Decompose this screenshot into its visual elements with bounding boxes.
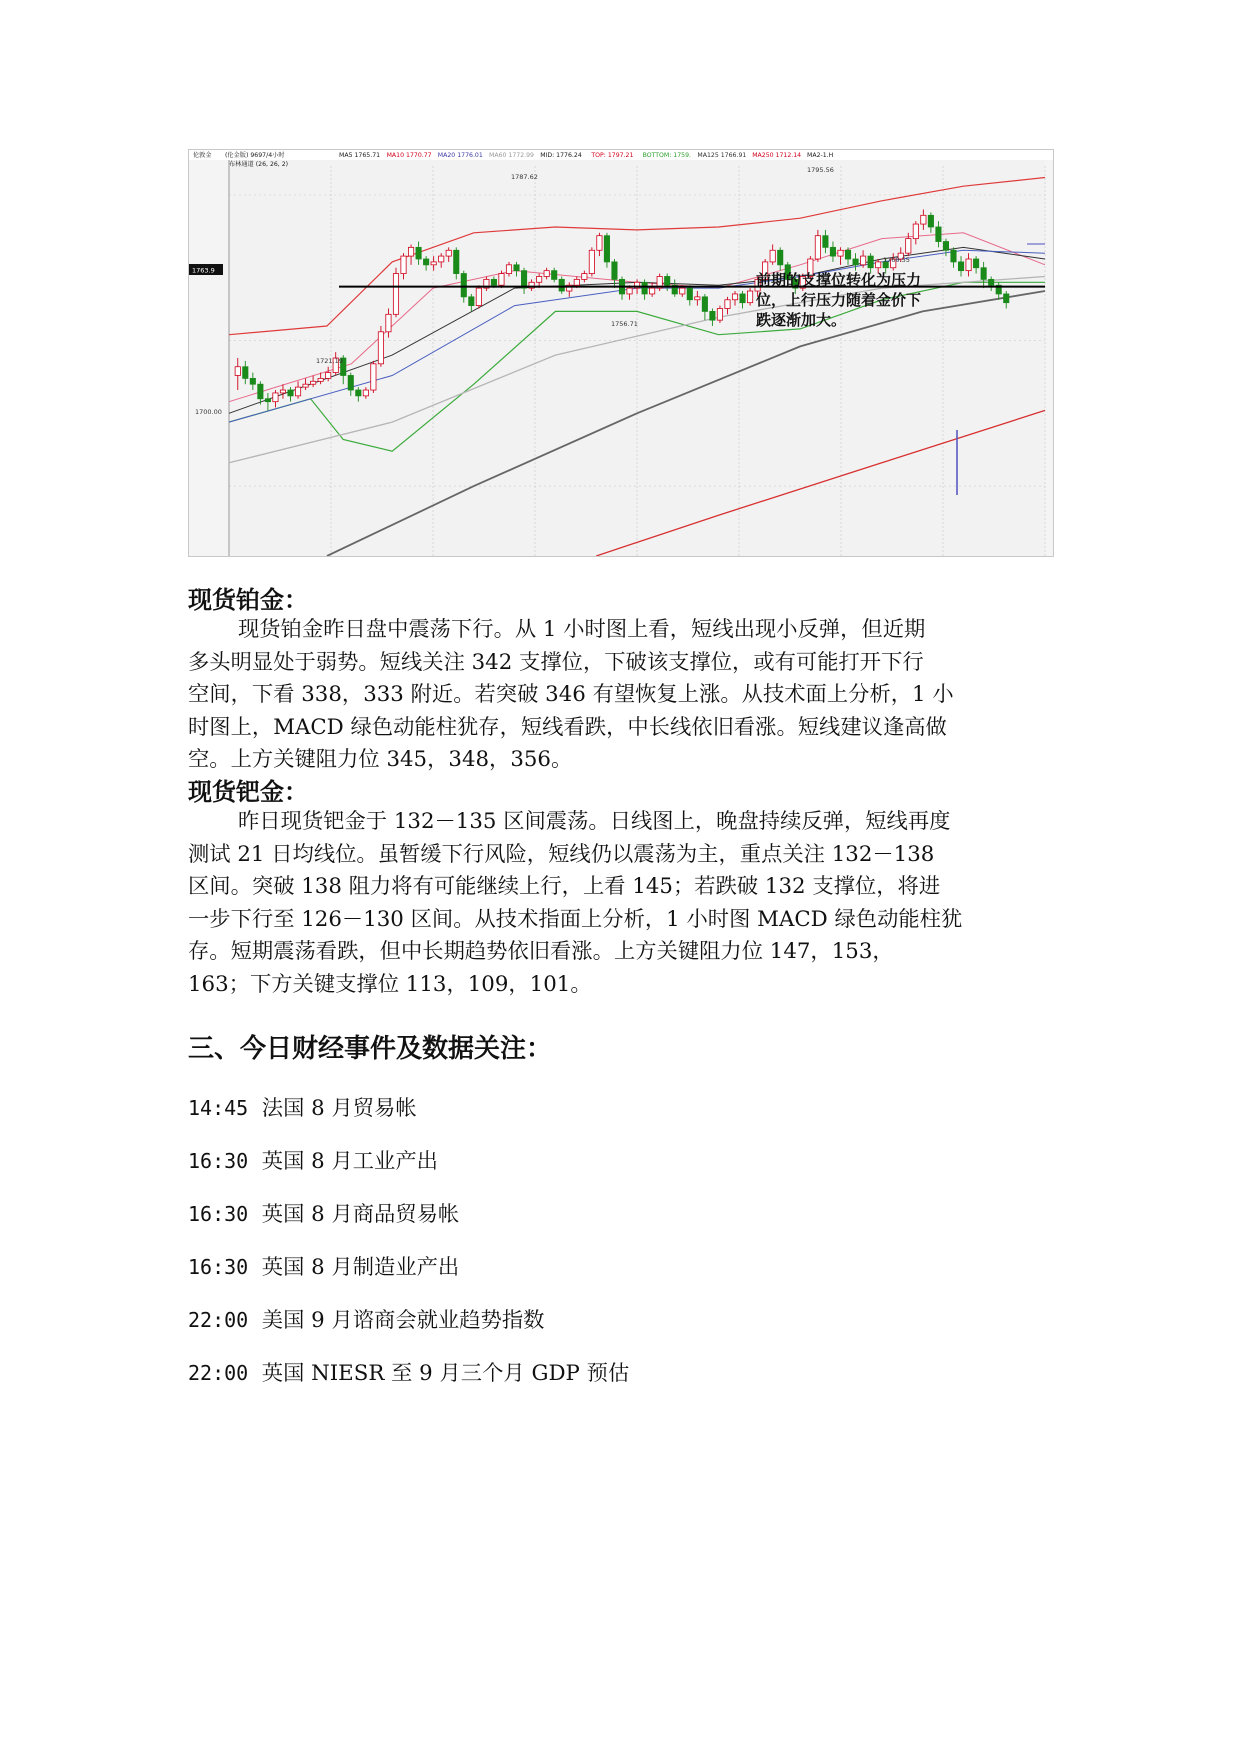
candle-body — [838, 250, 843, 256]
candle-body — [868, 256, 873, 268]
palladium-line: 昨日现货钯金于 132－135 区间震荡。日线图上，晚盘持续反弹，短线再度 — [238, 809, 951, 834]
candle-body — [680, 288, 685, 294]
candle-body — [665, 276, 670, 285]
candle-body — [506, 265, 511, 274]
event-time: 16:30 — [188, 1255, 249, 1279]
event-text: 英国 8 月工业产出 — [261, 1149, 438, 1174]
candle-body — [928, 215, 933, 227]
gold-candlestick-chart — [188, 149, 1054, 557]
event-time: 14:45 — [188, 1096, 249, 1120]
candle-body — [710, 311, 715, 320]
candle-body — [860, 256, 865, 265]
palladium-line: 区间。突破 138 阻力将有可能继续上行，上看 145；若跌破 132 支撑位，将进 — [188, 874, 941, 899]
section-3-heading: 三、今日财经事件及数据关注： — [188, 1034, 553, 1064]
ma-legend-item: MA5 1765.71 — [339, 152, 381, 159]
candle-body — [514, 265, 519, 271]
candle-body — [823, 236, 828, 248]
event-item — [188, 1201, 629, 1254]
candle-body — [936, 227, 941, 242]
candle-body — [1004, 294, 1009, 303]
ma-legend-item: MA250 1712.14 — [752, 152, 802, 159]
event-time: 16:30 — [188, 1149, 249, 1173]
candle-body — [318, 378, 323, 381]
ma-legend-item: MA10 1770.77 — [386, 152, 432, 159]
candle-body — [552, 271, 557, 280]
low-label-1760: 1760.55 — [883, 256, 910, 264]
ma-legend-item: MA20 1776.01 — [437, 152, 483, 159]
ma-legend-item: MA60 1772.99 — [489, 152, 534, 159]
event-item — [188, 1307, 629, 1360]
candle-body — [280, 390, 285, 393]
candle-body — [913, 224, 918, 239]
candle-body — [778, 250, 783, 265]
candle-body — [876, 262, 881, 268]
candle-body — [604, 236, 609, 262]
platinum-line: 空间，下看 338，333 附近。若突破 346 有望恢复上涨。从技术面上分析，1 小 — [188, 682, 954, 707]
candle-body — [973, 259, 978, 268]
candle-body — [250, 378, 255, 384]
event-item — [188, 1254, 629, 1307]
candle-body — [958, 262, 963, 271]
price-tag: 1763.9 — [192, 266, 215, 275]
event-time: 22:00 — [188, 1308, 249, 1332]
candle-body — [295, 387, 300, 396]
ma-legend-item: MA125 1766.91 — [697, 152, 747, 159]
candle-body — [521, 271, 526, 288]
candle-body — [348, 375, 353, 390]
platinum-line: 现货铂金昨日盘中震荡下行。从 1 小时图上看，短线出现小反弹，但近期 — [238, 617, 926, 642]
candle-body — [288, 390, 293, 396]
candle-body — [469, 297, 474, 306]
platinum-paragraph — [188, 614, 1054, 777]
ma-legend-item: MID: 1776.24 — [540, 152, 582, 159]
candle-body — [386, 314, 391, 331]
candle-body — [423, 259, 428, 265]
candle-body — [446, 250, 451, 256]
candle-body — [544, 271, 549, 277]
candle-body — [273, 393, 278, 402]
candle-body — [725, 300, 730, 309]
platinum-line: 多头明显处于弱势。短线关注 342 支撑位，下破该支撑位，或有可能打开下行 — [188, 649, 924, 675]
candle-body — [378, 332, 383, 364]
annotation-line-2: 位，上行压力随着金价下 — [756, 291, 922, 309]
candle-body — [943, 242, 948, 251]
palladium-line: 存。短期震荡看跌，但中长期趋势依旧看涨。上方关键阻力位 147，153， — [188, 939, 894, 964]
candle-body — [582, 274, 587, 280]
candle-body — [612, 262, 617, 279]
event-time: 16:30 — [188, 1202, 249, 1226]
candle-body — [853, 259, 858, 265]
candle-body — [642, 282, 647, 294]
candle-body — [747, 291, 752, 303]
event-list — [188, 1095, 629, 1413]
candle-body — [906, 239, 911, 254]
candle-body — [717, 309, 722, 321]
high-label-1795: 1795.56 — [807, 166, 834, 174]
palladium-paragraph — [188, 806, 1054, 1001]
candle-body — [439, 256, 444, 262]
candle-body — [258, 384, 263, 399]
candle-body — [491, 279, 496, 285]
candle-body — [597, 236, 602, 251]
candle-body — [363, 390, 368, 396]
high-label-1787: 1787.62 — [511, 173, 538, 181]
axis-label-1700: 1700.00 — [195, 408, 222, 416]
ma-legend-item: BOTTOM: 1759. — [642, 152, 692, 159]
candle-body — [303, 384, 308, 387]
candle-body — [326, 373, 331, 379]
candle-body — [536, 276, 541, 282]
event-item — [188, 1360, 629, 1413]
platinum-line: 空。上方关键阻力位 345，348，356。 — [188, 747, 573, 772]
candle-body — [921, 215, 926, 224]
candle-body — [770, 250, 775, 262]
chart-canvas — [189, 150, 1053, 556]
event-item — [188, 1148, 629, 1201]
candle-body — [356, 390, 361, 396]
annotation-line-1: 前期的支撑位转化为压力 — [756, 271, 922, 289]
event-text: 英国 8 月商品贸易帐 — [261, 1202, 460, 1227]
chart-period-note: (伦金版) 9697/4小时 — [225, 152, 285, 159]
candle-body — [589, 250, 594, 273]
candle-body — [951, 250, 956, 262]
palladium-line: 一步下行至 126－130 区间。从技术指面上分析，1 小时图 MACD 绿色动能柱犹 — [188, 906, 963, 932]
candle-body — [243, 367, 248, 379]
candle-body — [695, 297, 700, 300]
platinum-line: 时图上，MACD 绿色动能柱犹存，短线看跌，中长线依旧看涨。短线建议逢高做 — [188, 714, 947, 740]
candle-body — [981, 268, 986, 280]
ma-legend-item: TOP: 1797.21 — [591, 152, 634, 159]
candle-body — [393, 274, 398, 315]
candle-body — [830, 247, 835, 256]
candle-body — [845, 250, 850, 259]
candle-body — [310, 381, 315, 384]
palladium-line: 测试 21 日均线位。虽暂缓下行风险，短线仍以震荡为主，重点关注 132－138 — [188, 841, 935, 867]
candle-body — [966, 259, 971, 271]
candle-body — [627, 288, 632, 294]
event-text: 英国 NIESR 至 9 月三个月 GDP 预估 — [261, 1361, 630, 1386]
candle-body — [499, 274, 504, 286]
annotation-line-3: 跌逐渐加大。 — [756, 311, 847, 329]
candle-body — [401, 256, 406, 273]
chart-symbol: 伦敦金 — [193, 152, 212, 159]
candle-body — [461, 274, 466, 297]
candle-body — [989, 279, 994, 285]
candle-body — [732, 294, 737, 300]
event-item — [188, 1095, 629, 1148]
chart-indicator-label: 布林通道 (26, 26, 2) — [229, 161, 289, 168]
palladium-heading: 现货钯金： — [188, 777, 308, 806]
candle-body — [702, 297, 707, 312]
low-label-1756: 1756.71 — [611, 320, 638, 328]
ma-legend-item: MA2-1.H — [807, 152, 834, 159]
candle-body — [371, 364, 376, 390]
low-label-1721: 1721.19 — [316, 357, 343, 365]
candle-body — [431, 262, 436, 265]
palladium-line: 163；下方关键支撑位 113，109，101。 — [188, 971, 592, 997]
candle-body — [649, 288, 654, 294]
candle-body — [740, 294, 745, 303]
candle-body — [815, 236, 820, 259]
event-time: 22:00 — [188, 1361, 249, 1385]
event-text: 英国 8 月制造业产出 — [261, 1255, 460, 1280]
platinum-heading: 现货铂金： — [188, 585, 308, 614]
candle-body — [687, 288, 692, 300]
candle-body — [574, 279, 579, 285]
candle-body — [559, 279, 564, 291]
candle-body — [408, 247, 413, 256]
candle-body — [235, 367, 240, 376]
candle-body — [454, 250, 459, 273]
candle-body — [416, 247, 421, 259]
candle-body — [476, 288, 481, 305]
event-text: 法国 8 月贸易帐 — [261, 1096, 417, 1121]
candle-body — [265, 399, 270, 402]
event-text: 美国 9 月谘商会就业趋势指数 — [261, 1308, 545, 1333]
